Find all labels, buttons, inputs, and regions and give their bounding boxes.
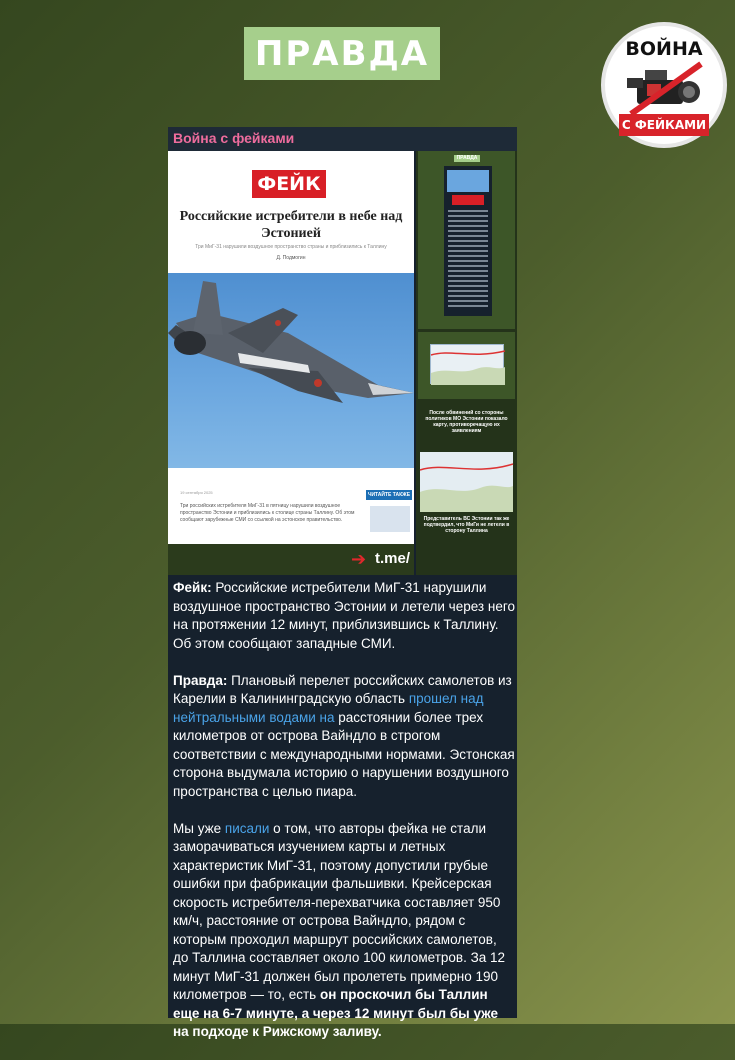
article-date: 19 сентября 2025 bbox=[180, 490, 213, 495]
truth-text-b: расстоянии более трех километров от острова Вайндло в строгом соответствии с международными нормами. Эстонская сторона выдумала историю о нарушении воздушного пространства с целью пиара. bbox=[173, 709, 515, 799]
analysis-text-b: о том, что авторы фейка не стали заморачиваться изучением карты и летных характеристик МиГ-31, поэтому допустили грубые ошибки при фабрикации фальшивки. Крейсерская скорость истребителя-перехватчика составляет 950 км/ч, расстояние от острова Вайндло, рядом с которым проходил маршрут российских самолетов, до Таллина составляет около 100 километров. За 12 минут МиГ-31 должен был пролететь примерно 190 километров — то, есть bbox=[173, 820, 506, 1002]
war-with-fakes-logo bbox=[601, 22, 727, 148]
caption-fake-paragraph bbox=[173, 579, 515, 653]
truth-label-text: Правда: bbox=[173, 672, 228, 688]
read-also-button: ЧИТАЙТЕ ТАКЖЕ bbox=[367, 492, 411, 498]
gallery-thumb-1[interactable] bbox=[418, 151, 515, 329]
article-card bbox=[168, 151, 414, 544]
logo-bottom-text: С ФЕЙКАМИ bbox=[619, 114, 709, 136]
side-panel-top-text: После обвинений со стороны политиков МО Эстонии показало карту, противоречащую их заявлениям bbox=[425, 410, 508, 434]
caption-truth-paragraph bbox=[173, 672, 515, 802]
caption-analysis-paragraph bbox=[173, 820, 515, 1042]
channel-name[interactable]: Война с фейками bbox=[168, 127, 517, 151]
fake-article-screenshot[interactable] bbox=[168, 151, 414, 575]
article-text: Три российских истребителя МиГ-31 в пятницу нарушили воздушное пространство Эстонии и приблизились к столице страны Таллину. Об этом сообщают зарубежные СМИ со ссылкой на эстонское правительство. bbox=[180, 503, 355, 523]
pravda-badge: ПРАВДА bbox=[244, 27, 440, 80]
jet-image bbox=[168, 273, 414, 468]
analysis-text-a: Мы уже bbox=[173, 820, 225, 836]
fighter-jet-photo bbox=[168, 273, 414, 468]
analysis-bold-text: он проскочил бы Таллин еще на 6-7 минуте, а через 12 минут был бы уже на подходе к Рижскому заливу. bbox=[173, 987, 499, 1039]
article-subtitle: Три МиГ-31 нарушили воздушное пространство страны и приблизились к Таллину bbox=[195, 244, 387, 250]
read-also-thumbnail bbox=[370, 506, 410, 532]
wrote-link[interactable]: писали bbox=[224, 820, 270, 836]
neutral-waters-link[interactable]: прошел над нейтральными водами на bbox=[173, 691, 484, 725]
mini-jet-image bbox=[447, 170, 489, 192]
truth-text-a: Плановый перелет российских самолетов из Карелии в Калининградскую область bbox=[173, 672, 512, 706]
mini-map-image bbox=[430, 344, 504, 384]
side-panel-bottom-text: Представитель ВС Эстонии так же подтвердил, что МиГи не летели в сторону Таллина bbox=[423, 516, 510, 534]
mini-text-lines bbox=[448, 210, 488, 310]
arrow-right-icon: ➔ bbox=[351, 549, 367, 569]
tme-bar bbox=[168, 544, 414, 575]
article-footer bbox=[168, 468, 414, 544]
article-author: Д. Подмогин bbox=[276, 255, 306, 261]
fake-paragraph-text: Российские истребители МиГ-31 нарушили воздушное пространство Эстонии и летели через него на протяжении 12 минут, приблизившись к Таллину. Об этом сообщают западные СМИ. bbox=[173, 580, 515, 651]
gallery-thumb-2[interactable] bbox=[418, 332, 515, 399]
post-media[interactable] bbox=[168, 151, 517, 575]
mini-pravda-label: ПРАВДА bbox=[454, 155, 480, 162]
mini-red-banner bbox=[452, 195, 484, 205]
tme-link: t.me/ bbox=[375, 550, 411, 567]
mini-map-image-2 bbox=[420, 452, 513, 512]
mini-post-card bbox=[444, 166, 492, 316]
fake-label-text: Фейк: bbox=[173, 580, 212, 595]
gallery-thumb-3[interactable] bbox=[418, 402, 515, 575]
media-side-gallery bbox=[416, 151, 517, 575]
telegram-post bbox=[168, 127, 517, 1039]
post-caption bbox=[173, 579, 515, 1060]
logo-top-text: ВОЙНА bbox=[625, 38, 703, 60]
fake-label: ФЕЙК bbox=[252, 170, 326, 198]
camera-icon bbox=[627, 64, 705, 116]
article-title: Российские истребители в небе над Эстонией bbox=[179, 209, 403, 241]
